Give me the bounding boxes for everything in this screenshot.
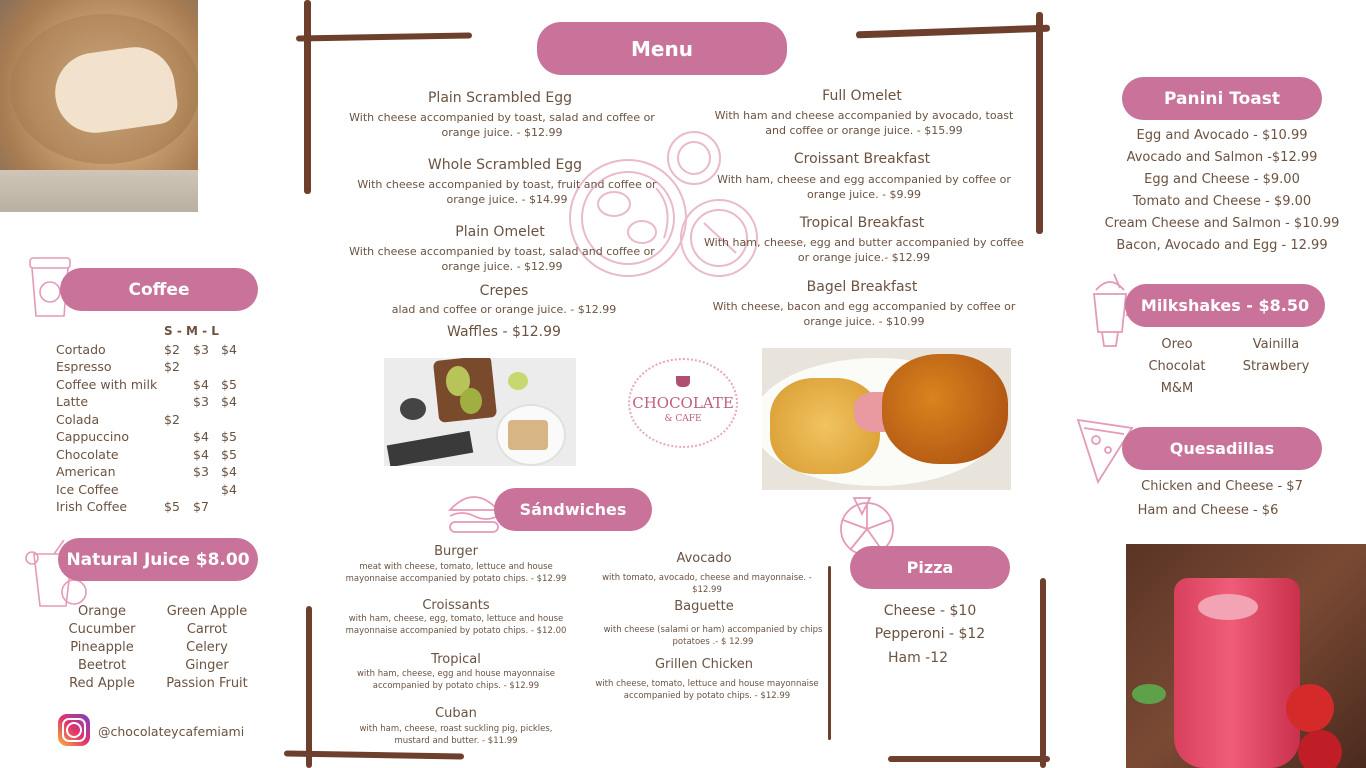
panini-title: Panini Toast — [1122, 77, 1322, 120]
coffee-row: Chocolate $4 $5 — [56, 447, 237, 462]
menu-item-title: Bagel Breakfast — [806, 279, 918, 295]
menu-item-desc: With ham and cheese accompanied by avocado, toast and coffee or orange juice. - $15.99 — [714, 109, 1014, 137]
menu-title: Menu — [537, 22, 787, 75]
coffee-row: Coffee with milk $4 $5 — [56, 377, 237, 392]
cafe-logo — [624, 354, 742, 452]
sandwich-desc: with ham, cheese, roast suckling pig, pickles, mustard and butter. - $11.99 — [359, 724, 553, 746]
panini-item: Tomato and Cheese - $9.00 — [1132, 194, 1312, 209]
pizza-title: Pizza — [850, 546, 1010, 589]
juice-item: Cucumber — [68, 622, 136, 637]
frame-stroke — [888, 756, 1050, 762]
quesadilla-item: Chicken and Cheese - $7 — [1141, 479, 1303, 494]
cup-icon — [676, 376, 690, 387]
milkshake-item: Strawbery — [1242, 359, 1310, 374]
menu-item-title: Plain Omelet — [455, 224, 545, 240]
sandwiches-title: Sándwiches — [494, 488, 652, 531]
smoothie-photo — [1126, 544, 1366, 768]
sandwich-desc: with ham, cheese, egg and house mayonnaise accompanied by potato chips. - $12.99 — [356, 669, 556, 691]
panini-item: Egg and Avocado - $10.99 — [1136, 128, 1308, 143]
menu-item-title: Full Omelet — [822, 88, 902, 104]
panini-item: Avocado and Salmon -$12.99 — [1126, 150, 1318, 165]
avocado-toast-photo — [384, 358, 576, 466]
juice-item: Ginger — [185, 658, 229, 673]
sandwich-desc: with ham, cheese, egg, tomato, lettuce and house mayonnaise accompanied by potato chips. - $12.00 — [345, 614, 567, 636]
menu-item-title: Plain Scrambled Egg — [427, 90, 573, 106]
sandwich-title: Croissants — [422, 598, 490, 613]
coffee-row: Cortado $2 $3 $4 — [56, 342, 237, 357]
quesadillas-title: Quesadillas — [1122, 427, 1322, 470]
coffee-row: Ice Coffee $4 — [56, 482, 237, 497]
menu-item-desc: With ham, cheese, egg and butter accompanied by coffee or orange juice.- $12.99 — [704, 236, 1024, 264]
frame-stroke — [828, 566, 831, 740]
instagram-icon[interactable] — [58, 714, 90, 746]
croissant-photo — [762, 348, 1011, 490]
sandwich-title: Burger — [434, 544, 478, 559]
milkshake-item: Oreo — [1161, 337, 1193, 352]
frame-stroke — [1040, 578, 1046, 768]
juice-item: Celery — [186, 640, 228, 655]
sandwich-title: Grillen Chicken — [654, 657, 753, 672]
milkshake-item: Vainilla — [1252, 337, 1300, 352]
sandwich-title: Tropical — [431, 652, 481, 667]
frame-stroke — [296, 32, 472, 41]
juice-item: Passion Fruit — [166, 676, 248, 691]
sandwich-title: Cuban — [435, 706, 477, 721]
milkshake-item: M&M — [1160, 381, 1194, 396]
menu-item-desc: With cheese accompanied by toast, salad and coffee or orange juice. - $12.99 — [349, 245, 655, 273]
menu-item-title: Tropical Breakfast — [799, 215, 925, 231]
sandwich-title: Baguette — [674, 599, 734, 614]
frame-stroke — [306, 606, 312, 768]
coffee-photo — [0, 0, 198, 212]
juice-item: Beetrot — [77, 658, 127, 673]
coffee-row: Irish Coffee $5 $7 — [56, 499, 209, 514]
panini-item: Egg and Cheese - $9.00 — [1144, 172, 1300, 187]
menu-item-title: Whole Scrambled Egg — [427, 157, 583, 173]
coffee-row: Espresso $2 — [56, 359, 180, 374]
coffee-row: Cappuccino $4 $5 — [56, 429, 237, 444]
coffee-title: Coffee — [60, 268, 258, 311]
milkshakes-title: Milkshakes - $8.50 — [1125, 284, 1325, 327]
juice-item: Orange — [77, 604, 127, 619]
frame-stroke — [1036, 12, 1043, 234]
pizza-item: Pepperoni - $12 — [874, 626, 986, 642]
coffee-row: Colada $2 — [56, 412, 180, 427]
sandwich-desc: meat with cheese, tomato, lettuce and house mayonnaise accompanied by potato chips. - $12.99 — [345, 562, 567, 584]
menu-item-desc: With ham, cheese and egg accompanied by coffee or orange juice. - $9.99 — [717, 173, 1011, 201]
panini-item: Cream Cheese and Salmon - $10.99 — [1104, 216, 1340, 231]
juice-item: Red Apple — [69, 676, 135, 691]
juice-item: Green Apple — [166, 604, 248, 619]
pizza-item: Ham -12 — [887, 650, 949, 666]
panini-item: Bacon, Avocado and Egg - 12.99 — [1116, 238, 1328, 253]
menu-item-title: Croissant Breakfast — [793, 151, 931, 167]
juice-item: Pineapple — [70, 640, 134, 655]
logo-line2: & CAFE — [664, 414, 702, 424]
frame-stroke — [304, 0, 311, 194]
sandwich-title: Avocado — [676, 551, 732, 566]
juice-title: Natural Juice $8.00 — [58, 538, 258, 581]
menu-item-desc: With cheese accompanied by toast, salad and coffee or orange juice. - $12.99 — [349, 111, 655, 139]
instagram-handle[interactable]: @chocolateycafemiami — [98, 724, 245, 739]
coffee-row: American $3 $4 — [56, 464, 237, 479]
sandwich-desc: with cheese, tomato, lettuce and house mayonnaise accompanied by potato chips. - $12.99 — [595, 679, 819, 701]
menu-item-desc: With cheese, bacon and egg accompanied by coffee or orange juice. - $10.99 — [712, 300, 1016, 328]
coffee-row: Latte $3 $4 — [56, 394, 237, 409]
milkshake-item: Chocolat — [1148, 359, 1206, 374]
menu-item-title: Crepes — [479, 283, 529, 299]
logo-line1: CHOCOLATE — [632, 394, 734, 412]
juice-item: Carrot — [186, 622, 228, 637]
quesadilla-item: Ham and Cheese - $6 — [1137, 503, 1279, 518]
sandwich-desc: with tomato, avocado, cheese and mayonnaise. - $12.99 — [602, 573, 812, 595]
sandwich-desc: with cheese (salami or ham) accompanied by chips potatoes .- $ 12.99 — [603, 625, 823, 647]
pizza-item: Cheese - $10 — [883, 603, 977, 619]
coffee-size-header: S - M - L — [164, 324, 219, 338]
frame-stroke — [856, 25, 1050, 39]
menu-item-desc: With cheese accompanied by toast, fruit and coffee or orange juice. - $14.99 — [357, 178, 657, 206]
menu-item-desc: alad and coffee or orange juice. - $12.99 — [391, 303, 617, 316]
waffles-item: Waffles - $12.99 — [447, 324, 561, 340]
